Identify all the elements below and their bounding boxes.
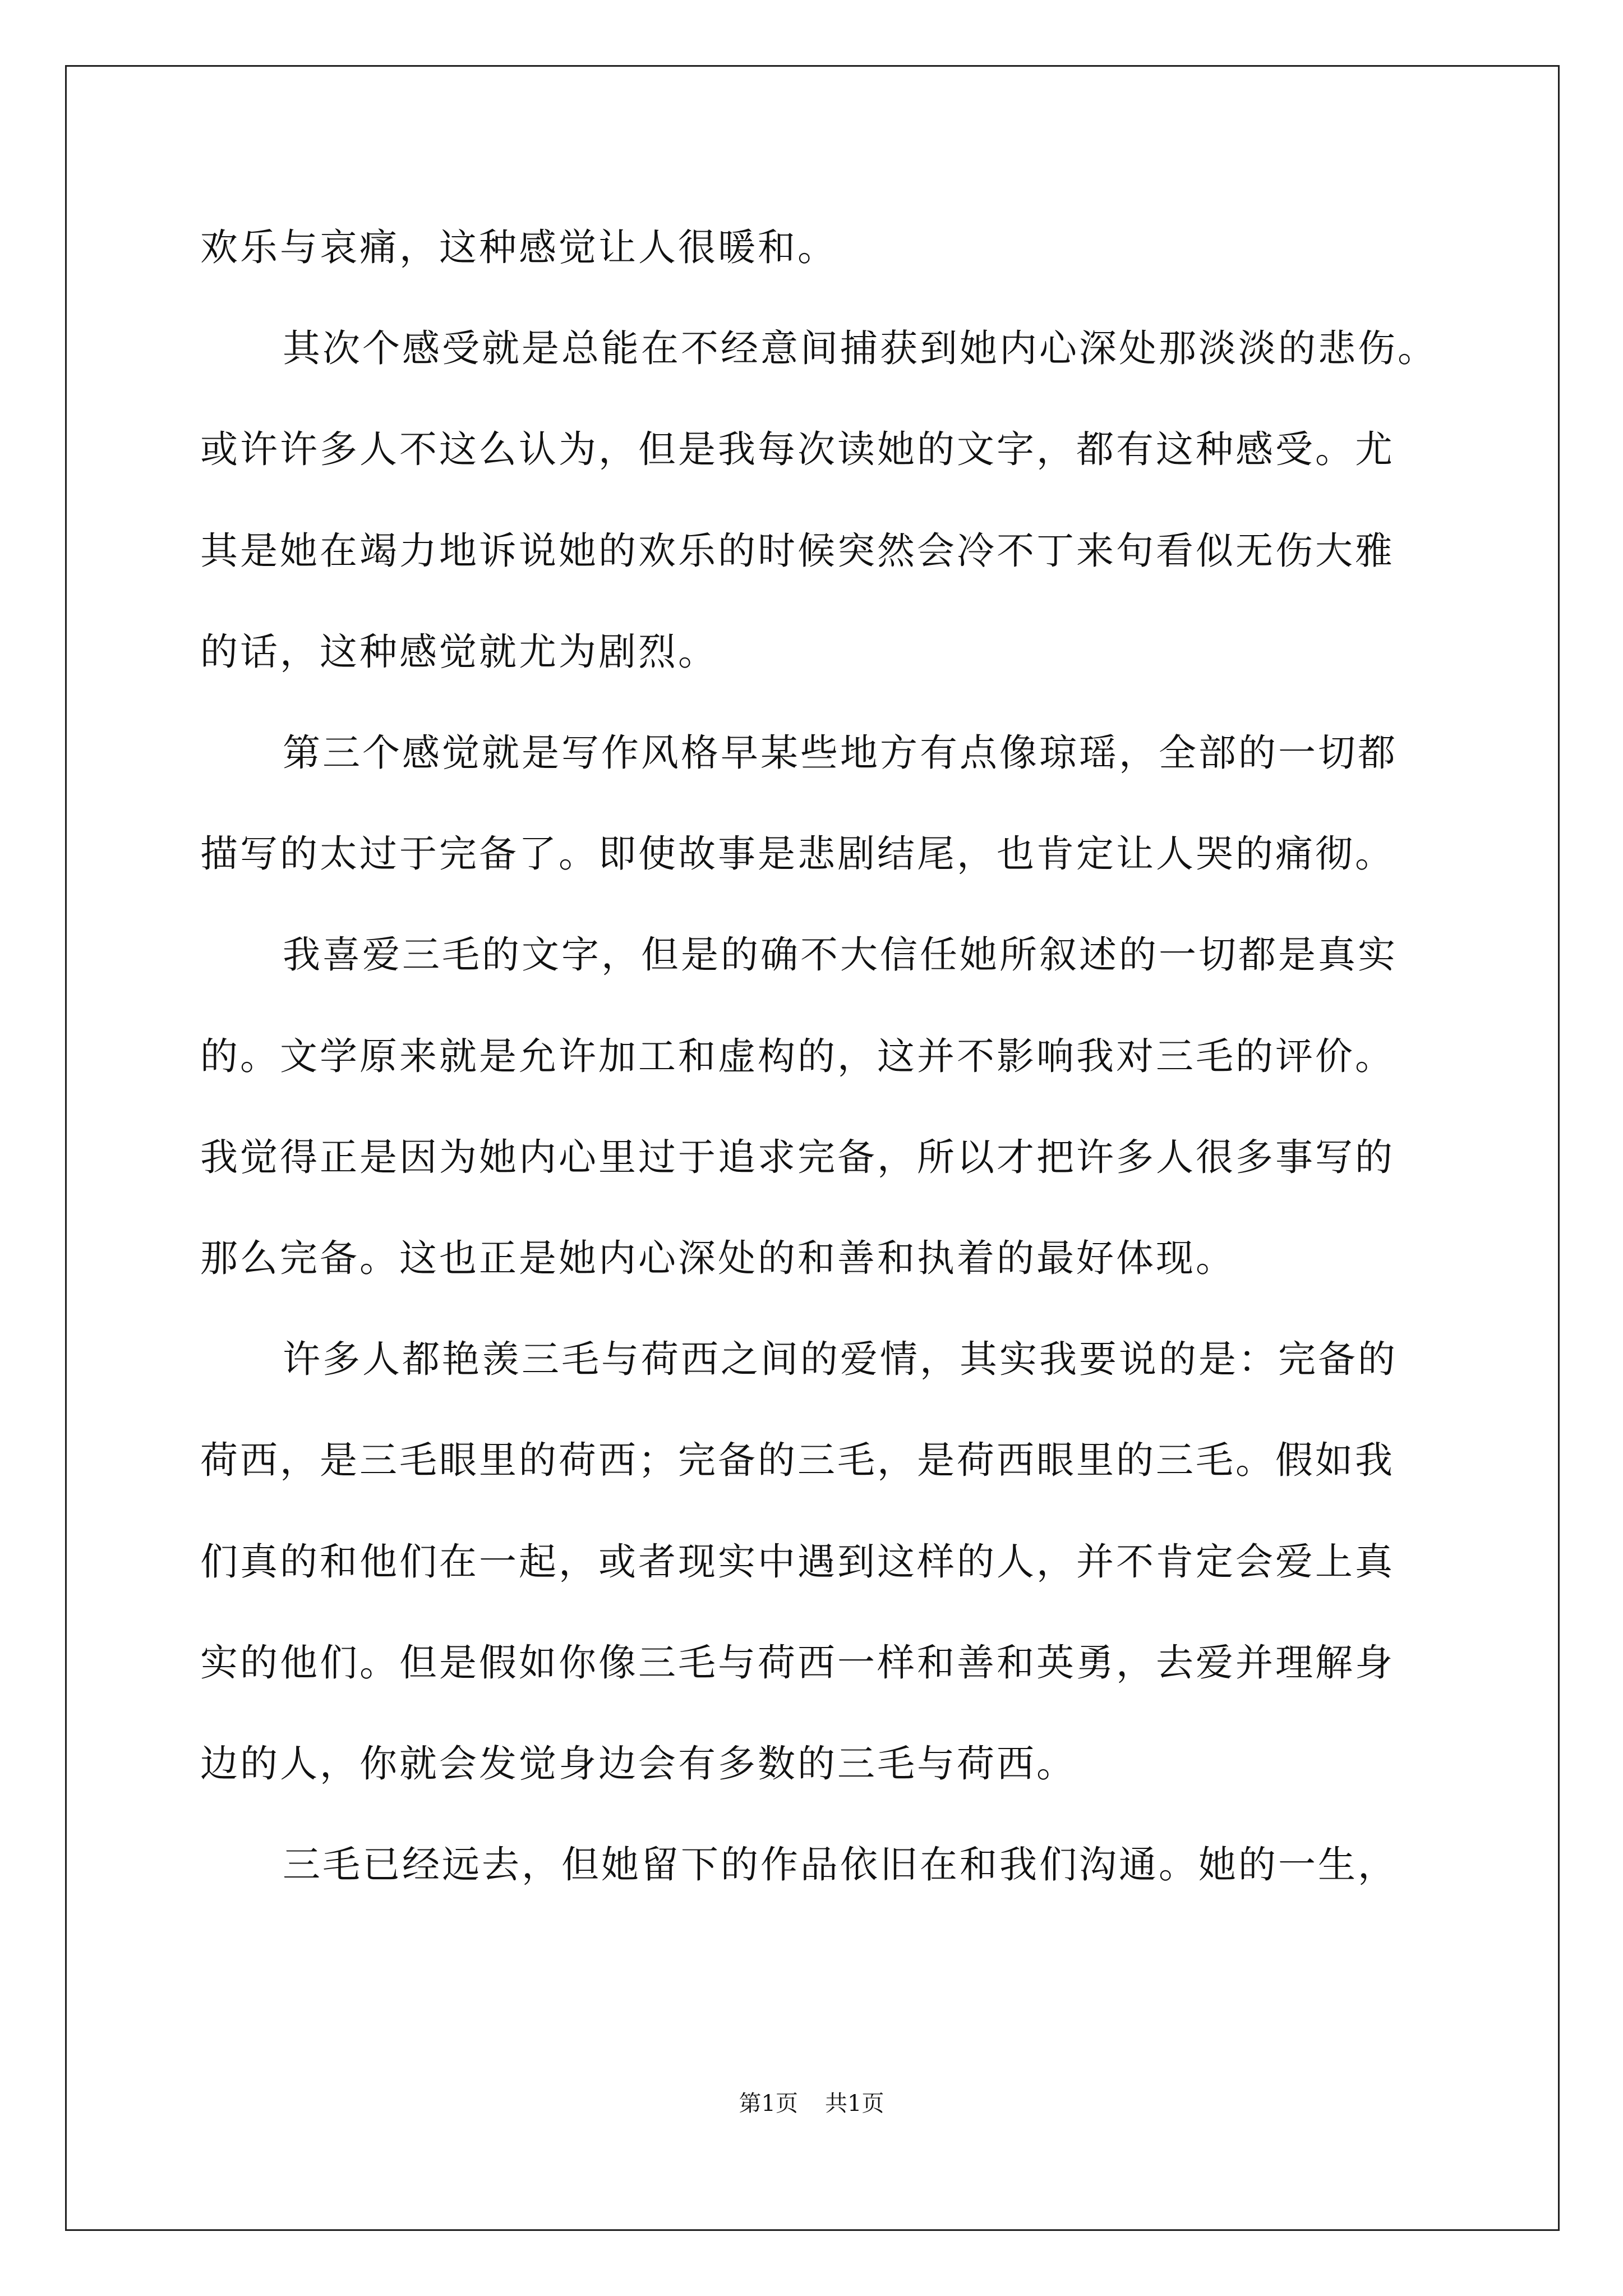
text-line: 的话，这种感觉就尤为剧烈。 — [200, 630, 718, 674]
text-line: 们真的和他们在一起，或者现实中遇到这样的人，并不肯定会爱上真 — [200, 1540, 1395, 1584]
page-number: 第1页 — [739, 2091, 798, 2116]
page-total: 共1页 — [825, 2091, 884, 2116]
text-line: 或许许多人不这么认为，但是我每次读她的文字，都有这种感受。尤 — [200, 427, 1395, 471]
text-line: 描写的太过于完备了。即使故事是悲剧结尾，也肯定让人哭的痛彻。 — [200, 832, 1395, 876]
text-line: 其是她在竭力地诉说她的欢乐的时候突然会冷不丁来句看似无伤大雅 — [200, 529, 1395, 573]
text-line: 那么完备。这也正是她内心深处的和善和执着的最好体现。 — [200, 1236, 1235, 1280]
text-line: 的。文学原来就是允许加工和虚构的，这并不影响我对三毛的评价。 — [200, 1034, 1395, 1078]
text-line: 荷西，是三毛眼里的荷西；完备的三毛，是荷西眼里的三毛。假如我 — [200, 1438, 1395, 1482]
text-line: 欢乐与哀痛，这种感觉让人很暖和。 — [200, 226, 837, 269]
text-line: 其次个感受就是总能在不经意间捕获到她内心深处那淡淡的悲伤。 — [283, 326, 1437, 370]
text-line: 边的人，你就会发觉身边会有多数的三毛与荷西。 — [200, 1742, 1076, 1786]
text-line: 实的他们。但是假如你像三毛与荷西一样和善和英勇，去爱并理解身 — [200, 1641, 1395, 1685]
text-line: 我觉得正是因为她内心里过于追求完备，所以才把许多人很多事写的 — [200, 1135, 1395, 1179]
text-line: 我喜爱三毛的文字，但是的确不大信任她所叙述的一切都是真实 — [283, 933, 1398, 977]
page-footer — [0, 2088, 1623, 2119]
text-line: 第三个感觉就是写作风格早某些地方有点像琼瑶，全部的一切都 — [283, 731, 1398, 775]
text-line: 许多人都艳羡三毛与荷西之间的爱情，其实我要说的是：完备的 — [283, 1337, 1398, 1381]
text-line: 三毛已经远去，但她留下的作品依旧在和我们沟通。她的一生， — [283, 1843, 1398, 1887]
